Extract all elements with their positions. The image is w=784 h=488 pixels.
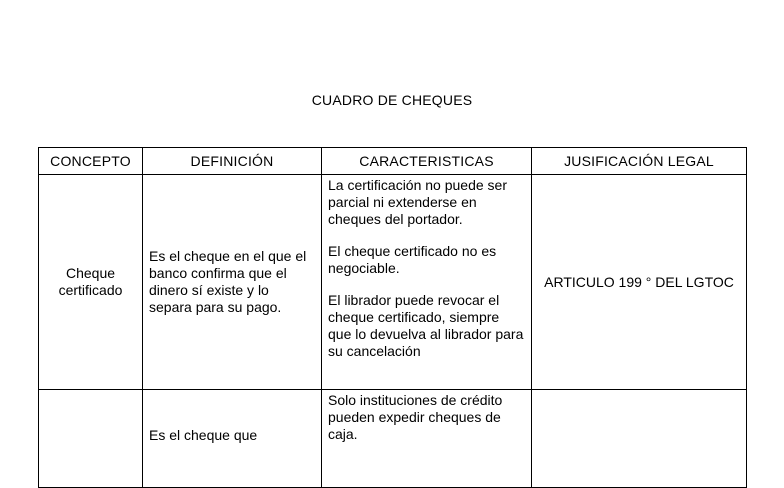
table-row: [39, 390, 747, 488]
caracteristica-item: El librador puede revocar el cheque certificado, siempre que lo devuelva al librador para su cancelación: [328, 292, 524, 359]
caracteristica-item: El cheque certificado no es negociable.: [328, 243, 497, 276]
header-justificacion: JUSIFICACIÓN LEGAL: [532, 148, 747, 175]
cell-caracteristicas: [322, 390, 532, 488]
cell-justificacion: [532, 390, 747, 488]
table-header-row: [39, 148, 747, 175]
table-row: [39, 175, 747, 390]
caracteristica-item: La certificación no puede ser parcial ni extenderse en cheques del portador.: [328, 177, 507, 227]
caracteristica-item: Solo instituciones de crédito pueden expedir cheques de caja.: [328, 392, 503, 442]
cheques-table: [38, 147, 747, 488]
document-title: CUADRO DE CHEQUES: [311, 92, 473, 108]
header-concepto: CONCEPTO: [39, 148, 143, 175]
header-definicion: DEFINICIÓN: [143, 148, 322, 175]
cell-concepto: [39, 390, 143, 488]
cell-caracteristicas: [322, 175, 532, 390]
cell-definicion: Es el cheque en el que el banco confirma que el dinero sí existe y lo separa para su pago.: [143, 175, 322, 390]
cell-definicion: Es el cheque que: [143, 390, 322, 488]
header-caracteristicas: CARACTERISTICAS: [322, 148, 532, 175]
cell-concepto: Cheque certificado: [39, 175, 143, 390]
cell-justificacion: ARTICULO 199 ° DEL LGTOC: [532, 175, 747, 390]
